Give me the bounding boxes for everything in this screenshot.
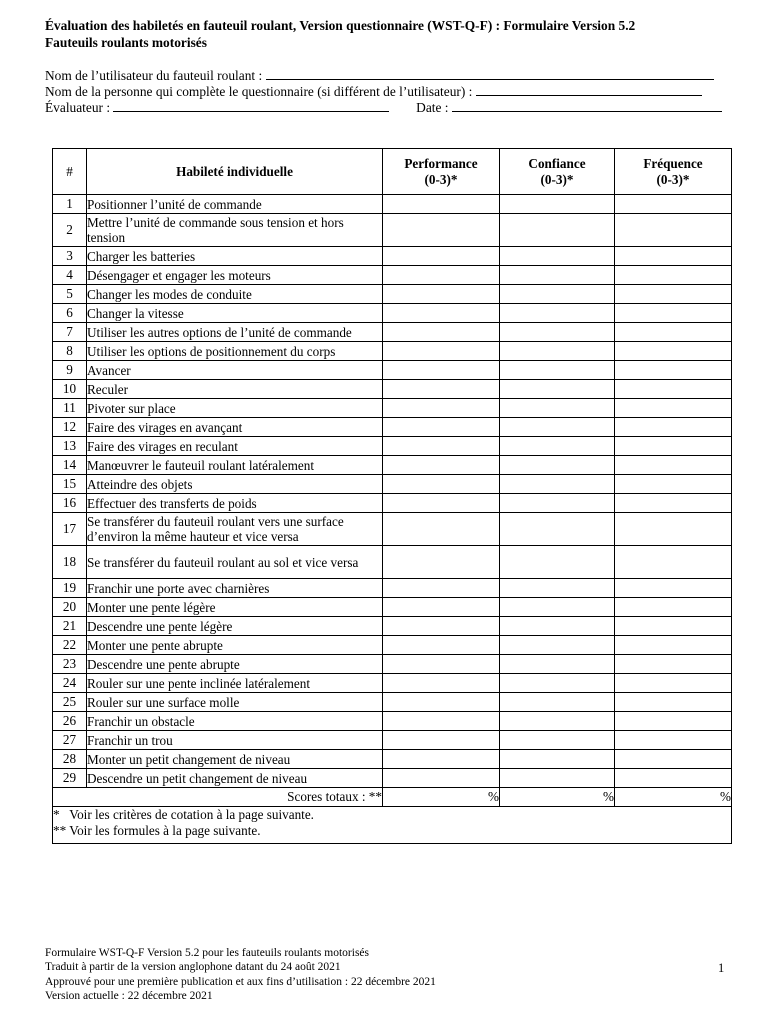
date-line[interactable] — [452, 100, 722, 112]
confidence-cell[interactable] — [500, 617, 615, 636]
respondent-field[interactable] — [45, 84, 702, 100]
performance-cell[interactable] — [383, 266, 500, 285]
notes-row — [53, 807, 732, 844]
performance-cell[interactable] — [383, 655, 500, 674]
notes-cell — [53, 807, 732, 844]
row-skill: Faire des virages en avançant — [87, 418, 383, 437]
row-skill: Reculer — [87, 380, 383, 399]
frequency-cell[interactable] — [615, 513, 732, 546]
frequency-cell[interactable] — [615, 769, 732, 788]
header-frequency-scale: (0-3)* — [656, 171, 690, 187]
confidence-cell[interactable] — [500, 323, 615, 342]
frequency-total-cell[interactable]: % — [615, 788, 732, 807]
footer-line-4: Version actuelle : 22 décembre 2021 — [45, 989, 213, 1002]
evaluator-line[interactable] — [113, 100, 389, 112]
row-skill: Positionner l’unité de commande — [87, 195, 383, 214]
table-row — [53, 399, 732, 418]
table-row — [53, 418, 732, 437]
confidence-cell[interactable] — [500, 475, 615, 494]
performance-cell[interactable] — [383, 214, 500, 247]
row-skill: Utiliser les options de positionnement du corps — [87, 342, 383, 361]
frequency-cell[interactable] — [615, 247, 732, 266]
frequency-cell[interactable] — [615, 342, 732, 361]
confidence-cell[interactable] — [500, 266, 615, 285]
performance-cell[interactable] — [383, 285, 500, 304]
row-number: 27 — [53, 731, 87, 750]
title-line-1: Évaluation des habiletés en fauteuil roulant, Version questionnaire (WST-Q-F) : Formulaire Version 5.2 — [45, 18, 636, 33]
confidence-cell[interactable] — [500, 285, 615, 304]
performance-cell[interactable] — [383, 546, 500, 579]
frequency-cell[interactable] — [615, 361, 732, 380]
confidence-cell[interactable] — [500, 195, 615, 214]
title-line-2: Fauteuils roulants motorisés — [45, 35, 207, 50]
footer-line-2: Traduit à partir de la version anglophone datant du 24 août 2021 — [45, 961, 341, 974]
performance-cell[interactable] — [383, 304, 500, 323]
frequency-cell[interactable] — [615, 418, 732, 437]
row-number: 29 — [53, 769, 87, 788]
frequency-cell[interactable] — [615, 546, 732, 579]
header-performance-label: Performance — [404, 155, 478, 171]
performance-cell[interactable] — [383, 323, 500, 342]
performance-cell[interactable] — [383, 513, 500, 546]
performance-cell[interactable] — [383, 617, 500, 636]
row-number: 28 — [53, 750, 87, 769]
table-row — [53, 655, 732, 674]
frequency-cell[interactable] — [615, 214, 732, 247]
row-number: 2 — [53, 214, 87, 247]
row-skill: Utiliser les autres options de l’unité de commande — [87, 323, 383, 342]
total-scores-row — [53, 788, 732, 807]
confidence-cell[interactable] — [500, 247, 615, 266]
row-number: 20 — [53, 598, 87, 617]
row-skill: Changer la vitesse — [87, 304, 383, 323]
table-row — [53, 195, 732, 214]
note-formulas: ** Voir les formules à la page suivante. — [53, 823, 261, 838]
frequency-cell[interactable] — [615, 712, 732, 731]
table-row — [53, 494, 732, 513]
confidence-cell[interactable] — [500, 494, 615, 513]
table-header-row — [53, 149, 732, 195]
row-number: 12 — [53, 418, 87, 437]
row-skill: Monter une pente abrupte — [87, 636, 383, 655]
frequency-cell[interactable] — [615, 266, 732, 285]
confidence-cell[interactable] — [500, 380, 615, 399]
document-title — [45, 17, 635, 51]
row-number: 3 — [53, 247, 87, 266]
performance-cell[interactable] — [383, 399, 500, 418]
confidence-cell[interactable] — [500, 636, 615, 655]
confidence-cell[interactable] — [500, 598, 615, 617]
footer-line-1: Formulaire WST-Q-F Version 5.2 pour les fauteuils roulants motorisés — [45, 947, 369, 959]
table-row — [53, 475, 732, 494]
performance-cell[interactable] — [383, 693, 500, 712]
performance-cell[interactable] — [383, 456, 500, 475]
performance-cell[interactable] — [383, 418, 500, 437]
row-skill: Pivoter sur place — [87, 399, 383, 418]
performance-cell[interactable] — [383, 579, 500, 598]
confidence-total-cell[interactable]: % — [500, 788, 615, 807]
table-row — [53, 712, 732, 731]
performance-cell[interactable] — [383, 598, 500, 617]
row-number: 18 — [53, 546, 87, 579]
performance-total-cell[interactable]: % — [383, 788, 500, 807]
confidence-cell[interactable] — [500, 769, 615, 788]
confidence-cell[interactable] — [500, 513, 615, 546]
header-frequency — [615, 149, 732, 195]
header-confidence-scale: (0-3)* — [540, 171, 574, 187]
table-row — [53, 769, 732, 788]
row-skill: Charger les batteries — [87, 247, 383, 266]
table-row — [53, 579, 732, 598]
evaluator-date-field[interactable] — [45, 100, 722, 116]
footer-line-3: Approuvé pour une première publication et aux fins d’utilisation : 22 décembre 2021 — [45, 975, 436, 988]
confidence-cell[interactable] — [500, 731, 615, 750]
row-number: 25 — [53, 693, 87, 712]
frequency-cell[interactable] — [615, 475, 732, 494]
row-skill: Avancer — [87, 361, 383, 380]
frequency-cell[interactable] — [615, 750, 732, 769]
table-row — [53, 693, 732, 712]
confidence-cell[interactable] — [500, 304, 615, 323]
performance-cell[interactable] — [383, 342, 500, 361]
frequency-cell[interactable] — [615, 380, 732, 399]
row-number: 24 — [53, 674, 87, 693]
table-row — [53, 266, 732, 285]
frequency-cell[interactable] — [615, 598, 732, 617]
table-row — [53, 342, 732, 361]
performance-cell[interactable] — [383, 247, 500, 266]
row-skill: Franchir un trou — [87, 731, 383, 750]
table-row — [53, 513, 732, 546]
frequency-cell[interactable] — [615, 323, 732, 342]
frequency-cell[interactable] — [615, 617, 732, 636]
frequency-cell[interactable] — [615, 195, 732, 214]
confidence-cell[interactable] — [500, 399, 615, 418]
user-name-line[interactable] — [266, 68, 714, 80]
row-number: 14 — [53, 456, 87, 475]
user-name-field[interactable] — [45, 68, 714, 84]
respondent-line[interactable] — [476, 84, 702, 96]
performance-cell[interactable] — [383, 361, 500, 380]
row-skill: Monter un petit changement de niveau — [87, 750, 383, 769]
table-row — [53, 285, 732, 304]
header-performance — [383, 149, 500, 195]
row-skill: Atteindre des objets — [87, 475, 383, 494]
header-skill: Habileté individuelle — [87, 149, 383, 195]
row-skill: Mettre l’unité de commande sous tension et hors tension — [87, 214, 383, 247]
table-row — [53, 323, 732, 342]
total-scores-label: Scores totaux : ** — [53, 788, 383, 807]
table-row — [53, 304, 732, 323]
performance-cell[interactable] — [383, 636, 500, 655]
user-name-label: Nom de l’utilisateur du fauteuil roulant : — [45, 68, 263, 83]
frequency-cell[interactable] — [615, 655, 732, 674]
table-row — [53, 731, 732, 750]
frequency-cell[interactable] — [615, 437, 732, 456]
confidence-cell[interactable] — [500, 750, 615, 769]
header-frequency-label: Fréquence — [643, 155, 703, 171]
row-skill: Monter une pente légère — [87, 598, 383, 617]
performance-cell[interactable] — [383, 674, 500, 693]
performance-cell[interactable] — [383, 380, 500, 399]
header-confidence-label: Confiance — [528, 155, 586, 171]
frequency-cell[interactable] — [615, 579, 732, 598]
performance-cell[interactable] — [383, 494, 500, 513]
header-num: # — [53, 149, 87, 195]
confidence-cell[interactable] — [500, 214, 615, 247]
note-criteria: * Voir les critères de cotation à la page suivante. — [53, 807, 314, 822]
evaluator-label: Évaluateur : — [45, 100, 111, 115]
confidence-cell[interactable] — [500, 579, 615, 598]
row-number: 6 — [53, 304, 87, 323]
performance-cell[interactable] — [383, 475, 500, 494]
table-row — [53, 247, 732, 266]
table-row — [53, 546, 732, 579]
performance-cell[interactable] — [383, 437, 500, 456]
row-skill: Désengager et engager les moteurs — [87, 266, 383, 285]
row-skill: Rouler sur une pente inclinée latéralement — [87, 674, 383, 693]
frequency-cell[interactable] — [615, 693, 732, 712]
row-number: 26 — [53, 712, 87, 731]
row-number: 21 — [53, 617, 87, 636]
row-skill: Descendre une pente légère — [87, 617, 383, 636]
row-number: 23 — [53, 655, 87, 674]
frequency-cell[interactable] — [615, 494, 732, 513]
table-row — [53, 380, 732, 399]
row-number: 9 — [53, 361, 87, 380]
row-number: 11 — [53, 399, 87, 418]
row-skill: Faire des virages en reculant — [87, 437, 383, 456]
row-skill: Descendre un petit changement de niveau — [87, 769, 383, 788]
row-number: 7 — [53, 323, 87, 342]
performance-cell[interactable] — [383, 195, 500, 214]
row-number: 5 — [53, 285, 87, 304]
frequency-cell[interactable] — [615, 285, 732, 304]
respondent-label: Nom de la personne qui complète le questionnaire (si différent de l’utilisateur) : — [45, 84, 473, 99]
row-number: 8 — [53, 342, 87, 361]
frequency-cell[interactable] — [615, 636, 732, 655]
confidence-cell[interactable] — [500, 693, 615, 712]
frequency-cell[interactable] — [615, 304, 732, 323]
date-label: Date : — [416, 100, 449, 115]
confidence-cell[interactable] — [500, 437, 615, 456]
frequency-cell[interactable] — [615, 456, 732, 475]
table-row — [53, 617, 732, 636]
row-skill: Rouler sur une surface molle — [87, 693, 383, 712]
confidence-cell[interactable] — [500, 418, 615, 437]
row-skill: Descendre une pente abrupte — [87, 655, 383, 674]
row-skill: Changer les modes de conduite — [87, 285, 383, 304]
performance-cell[interactable] — [383, 731, 500, 750]
performance-cell[interactable] — [383, 769, 500, 788]
confidence-cell[interactable] — [500, 674, 615, 693]
table-row — [53, 456, 732, 475]
frequency-cell[interactable] — [615, 674, 732, 693]
row-number: 17 — [53, 513, 87, 546]
row-number: 1 — [53, 195, 87, 214]
row-skill: Se transférer du fauteuil roulant au sol et vice versa — [87, 546, 383, 579]
table-row — [53, 437, 732, 456]
table-row — [53, 361, 732, 380]
row-number: 22 — [53, 636, 87, 655]
row-skill: Franchir un obstacle — [87, 712, 383, 731]
row-number: 15 — [53, 475, 87, 494]
row-skill: Effectuer des transferts de poids — [87, 494, 383, 513]
frequency-cell[interactable] — [615, 399, 732, 418]
confidence-cell[interactable] — [500, 342, 615, 361]
confidence-cell[interactable] — [500, 456, 615, 475]
table-row — [53, 750, 732, 769]
row-skill: Manœuvrer le fauteuil roulant latéralement — [87, 456, 383, 475]
row-number: 10 — [53, 380, 87, 399]
table-row — [53, 214, 732, 247]
header-performance-scale: (0-3)* — [424, 171, 458, 187]
confidence-cell[interactable] — [500, 655, 615, 674]
row-number: 13 — [53, 437, 87, 456]
row-skill: Franchir une porte avec charnières — [87, 579, 383, 598]
table-row — [53, 598, 732, 617]
performance-cell[interactable] — [383, 750, 500, 769]
confidence-cell[interactable] — [500, 546, 615, 579]
row-number: 19 — [53, 579, 87, 598]
table-row — [53, 674, 732, 693]
row-number: 16 — [53, 494, 87, 513]
confidence-cell[interactable] — [500, 712, 615, 731]
confidence-cell[interactable] — [500, 361, 615, 380]
header-confidence — [500, 149, 615, 195]
row-skill: Se transférer du fauteuil roulant vers une surface d’environ la même hauteur et vice versa — [87, 513, 383, 546]
skills-table — [52, 148, 732, 844]
page-footer — [45, 946, 436, 1003]
page-number: 1 — [718, 961, 725, 975]
frequency-cell[interactable] — [615, 731, 732, 750]
row-number: 4 — [53, 266, 87, 285]
table-row — [53, 636, 732, 655]
performance-cell[interactable] — [383, 712, 500, 731]
